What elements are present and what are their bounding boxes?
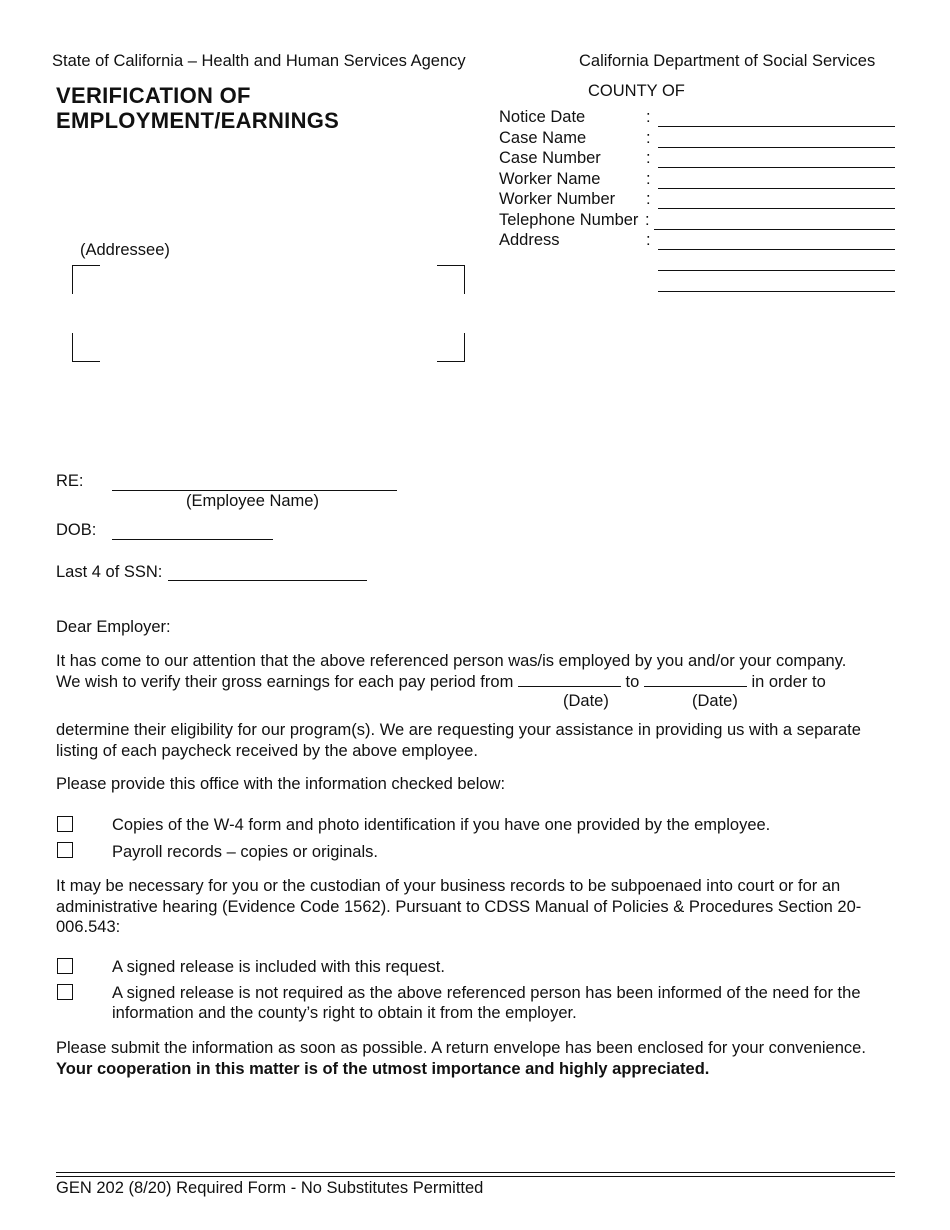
- from-date-caption: (Date): [563, 692, 609, 710]
- employee-name-field[interactable]: [112, 490, 397, 491]
- re-label: RE:: [56, 472, 84, 490]
- ssn-label: Last 4 of SSN:: [56, 563, 163, 581]
- dob-label: DOB:: [56, 521, 97, 539]
- address-field-line-3[interactable]: [658, 291, 895, 292]
- footer-rule-bottom: [56, 1176, 895, 1177]
- case-number-label: Case Number: [499, 149, 601, 167]
- w4-photo-id-text: Copies of the W-4 form and photo identification if you have one provided by the employee.: [112, 816, 771, 834]
- closing-emphasis: Your cooperation in this matter is of the utmost importance and highly appreciated.: [56, 1059, 710, 1078]
- w4-photo-id-checkbox[interactable]: [57, 816, 73, 832]
- address-field-line-2[interactable]: [658, 270, 895, 271]
- ssn-field[interactable]: [168, 580, 367, 581]
- release-included-text: A signed release is included with this request.: [112, 958, 445, 976]
- payroll-records-checkbox[interactable]: [57, 842, 73, 858]
- release-included-checkbox[interactable]: [57, 958, 73, 974]
- to-date-field[interactable]: [644, 672, 747, 687]
- colon: :: [646, 108, 651, 126]
- payroll-records-text: Payroll records – copies or originals.: [112, 843, 378, 861]
- worker-name-label: Worker Name: [499, 170, 601, 188]
- form-number-footer: GEN 202 (8/20) Required Form - No Substitutes Permitted: [56, 1179, 484, 1197]
- agency-name: State of California – Health and Human Services Agency: [52, 52, 466, 70]
- worker-name-field[interactable]: [658, 188, 895, 189]
- form-title: [56, 83, 339, 133]
- address-label: Address: [499, 231, 560, 249]
- addressee-corner-top-left: [72, 265, 100, 294]
- form-title-line-1: VERIFICATION OF: [56, 83, 251, 108]
- paragraph-1-line-2-mid: to: [625, 673, 640, 691]
- dob-field[interactable]: [112, 539, 273, 540]
- worker-number-field[interactable]: [658, 208, 895, 209]
- county-label: COUNTY OF: [588, 82, 685, 100]
- telephone-number-label: Telephone Number: [499, 211, 639, 229]
- colon: :: [646, 170, 651, 188]
- department-name: California Department of Social Services: [579, 52, 876, 70]
- paragraph-3: It may be necessary for you or the custodian of your business records to be subpoenaed into court or for an administrative hearing (Evidence Code 1562). Pursuant to CDSS Manual of Policies & Procedures Section 20-006.543:: [56, 877, 862, 936]
- addressee-label: (Addressee): [80, 241, 170, 259]
- instruction-text: Please provide this office with the information checked below:: [56, 775, 506, 793]
- colon: :: [646, 129, 651, 147]
- salutation: Dear Employer:: [56, 618, 171, 636]
- notice-date-field[interactable]: [658, 126, 895, 127]
- telephone-number-field[interactable]: [654, 229, 895, 230]
- footer-rule-top: [56, 1172, 895, 1173]
- paragraph-1-line-1: It has come to our attention that the above referenced person was/is employed by you and/or your company.: [56, 652, 847, 670]
- addressee-corner-bottom-right: [437, 333, 465, 362]
- paragraph-1-line-2-end: in order to: [751, 673, 826, 691]
- addressee-corner-bottom-left: [72, 333, 100, 362]
- address-field-line-1[interactable]: [658, 249, 895, 250]
- form-title-line-2: EMPLOYMENT/EARNINGS: [56, 108, 340, 133]
- release-not-required-checkbox[interactable]: [57, 984, 73, 1000]
- colon: :: [646, 149, 651, 167]
- employee-name-caption: (Employee Name): [186, 492, 319, 510]
- case-number-field[interactable]: [658, 167, 895, 168]
- release-not-required-text: A signed release is not required as the above referenced person has been informed of the need for the information and the county’s right to obtain it from the employer.: [112, 984, 861, 1022]
- case-name-label: Case Name: [499, 129, 587, 147]
- addressee-corner-top-right: [437, 265, 465, 294]
- colon: :: [646, 190, 651, 208]
- to-date-caption: (Date): [692, 692, 738, 710]
- paragraph-2: determine their eligibility for our program(s). We are requesting your assistance in providing us with a separate listing of each paycheck received by the above employee.: [56, 721, 861, 760]
- notice-date-label: Notice Date: [499, 108, 586, 126]
- worker-number-label: Worker Number: [499, 190, 616, 208]
- case-name-field[interactable]: [658, 147, 895, 148]
- paragraph-1-line-2: [56, 672, 826, 692]
- closing-text: Please submit the information as soon as possible. A return envelope has been enclosed for your convenience.: [56, 1039, 866, 1057]
- colon: :: [646, 231, 651, 249]
- paragraph-1-line-2-start: We wish to verify their gross earnings for each pay period from: [56, 673, 514, 691]
- from-date-field[interactable]: [518, 672, 621, 687]
- closing-paragraph: [56, 1038, 876, 1079]
- colon: :: [645, 211, 650, 229]
